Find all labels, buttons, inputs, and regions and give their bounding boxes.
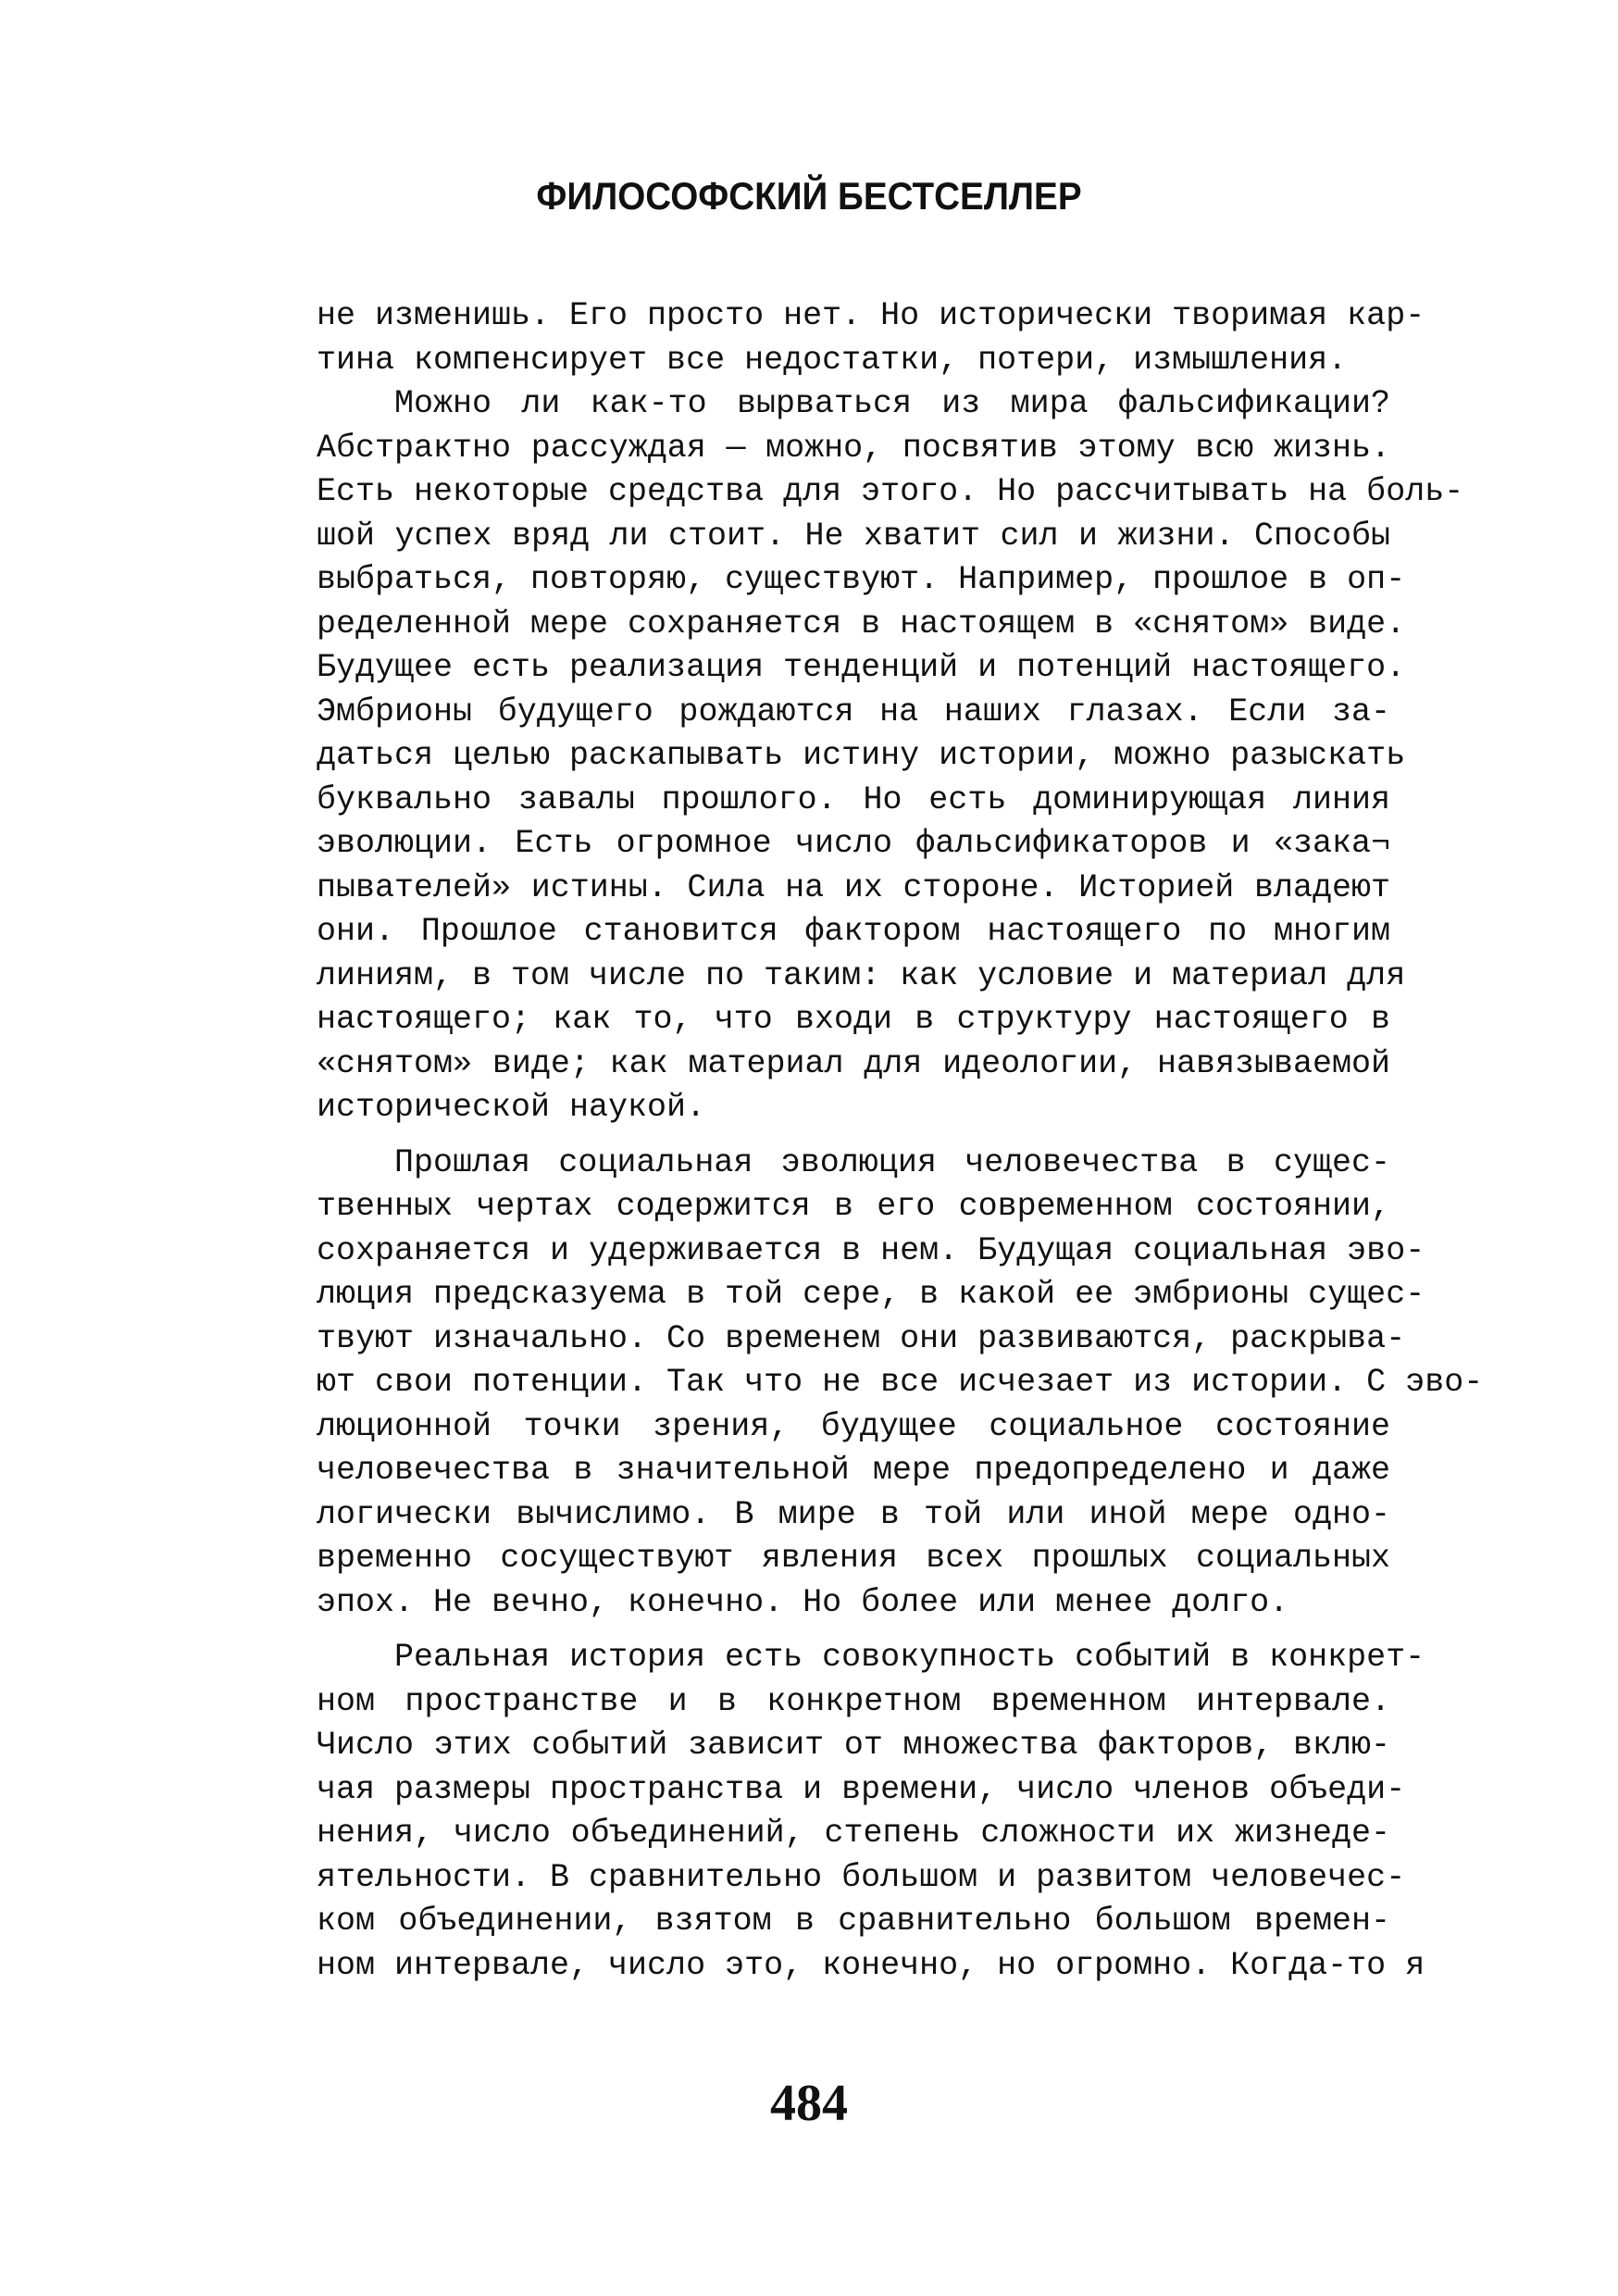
text-line: буквально завалы прошлого. Но есть доминирующая линия bbox=[317, 780, 1390, 818]
text-line: Есть некоторые средства для этого. Но рассчитывать на боль- bbox=[317, 473, 1464, 510]
text-line: временно сосуществуют явления всех прошлых социальных bbox=[317, 1540, 1390, 1577]
text-line: Можно ли как-то вырваться из мира фальсификации? bbox=[394, 385, 1390, 422]
text-line: Абстрактно рассуждая — можно, посвятив этому всю жизнь. bbox=[317, 429, 1390, 467]
paragraph bbox=[317, 382, 1464, 1130]
text-line: ют свои потенции. Так что не все исчезает из истории. С эво- bbox=[317, 1364, 1484, 1401]
text-line: ределенной мере сохраняется в настоящем в «снятом» виде. bbox=[317, 605, 1406, 643]
text-line: Число этих событий зависит от множества факторов, вклю- bbox=[317, 1727, 1390, 1764]
text-line: Эмбрионы будущего рождаются на наших глазах. Если за- bbox=[317, 693, 1390, 730]
text-line: сохраняется и удерживается в нем. Будущая социальная эво- bbox=[317, 1231, 1425, 1269]
text-line: люция предсказуема в той сере, в какой ее эмбрионы сущес- bbox=[317, 1276, 1425, 1313]
text-line: Реальная история есть совокупность событий в конкрет- bbox=[394, 1639, 1425, 1676]
text-line: эпох. Не вечно, конечно. Но более или менее долго. bbox=[317, 1583, 1289, 1621]
paragraph-gap bbox=[317, 1130, 1390, 1142]
text-line: «снятом» виде; как материал для идеологии, навязываемой bbox=[317, 1044, 1390, 1082]
text-line: ном пространстве и в конкретном временном интервале. bbox=[317, 1682, 1390, 1720]
text-line: ком объединении, взятом в сравнительно большом времен- bbox=[317, 1903, 1390, 1940]
text-line: Будущее есть реализация тенденций и потенций настоящего. bbox=[317, 649, 1406, 686]
running-header-title: ФИЛОСОФСКИЙ БЕСТСЕЛЛЕР bbox=[536, 174, 1082, 218]
paragraph bbox=[317, 1636, 1425, 1988]
text-line: чая размеры пространства и времени, число членов объеди- bbox=[317, 1770, 1406, 1808]
text-line: они. Прошлое становится фактором настоящего по многим bbox=[317, 913, 1390, 950]
text-line: выбраться, повторяю, существуют. Например, прошлое в оп- bbox=[317, 561, 1406, 598]
text-line: твенных чертах содержится в его современном состоянии, bbox=[317, 1188, 1390, 1225]
text-line: исторической наукой. bbox=[317, 1089, 706, 1126]
page-number: 484 bbox=[770, 2075, 848, 2132]
paragraph bbox=[317, 1142, 1484, 1626]
text-line: настоящего; как то, что входи в структуру настоящего в bbox=[317, 1001, 1390, 1038]
text-line: пывателей» истины. Сила на их стороне. Историей владеют bbox=[317, 868, 1390, 906]
text-line: эволюции. Есть огромное число фальсификаторов и «зака¬ bbox=[317, 825, 1390, 862]
text-line: человечества в значительной мере предопределено и даже bbox=[317, 1452, 1390, 1489]
text-line: ятельности. В сравнительно большом и развитом человечес- bbox=[317, 1858, 1406, 1896]
text-line: ном интервале, число это, конечно, но огромно. Когда-то я bbox=[317, 1946, 1425, 1984]
body-text bbox=[317, 294, 1484, 1988]
text-line: линиям, в том числе по таким: как условие и материал для bbox=[317, 956, 1406, 994]
text-line: шой успех вряд ли стоит. Не хватит сил и жизни. Способы bbox=[317, 517, 1390, 555]
text-line: тина компенсирует все недостатки, потери, измышления. bbox=[317, 341, 1348, 379]
text-line: люционной точки зрения, будущее социальное состояние bbox=[317, 1407, 1390, 1445]
text-line: твуют изначально. Со временем они развиваются, раскрыва- bbox=[317, 1319, 1406, 1357]
text-line: логически вычислимо. В мире в той или иной мере одно- bbox=[317, 1495, 1390, 1533]
paragraph-gap bbox=[317, 1625, 1390, 1636]
text-line: не изменишь. Его просто нет. Но исторически творимая кар- bbox=[317, 297, 1425, 334]
paragraph bbox=[317, 294, 1425, 382]
text-line: даться целью раскапывать истину истории, можно разыскать bbox=[317, 737, 1406, 774]
text-line: Прошлая социальная эволюция человечества в сущес- bbox=[394, 1143, 1390, 1181]
text-line: нения, число объединений, степень сложности их жизнеде- bbox=[317, 1815, 1390, 1852]
